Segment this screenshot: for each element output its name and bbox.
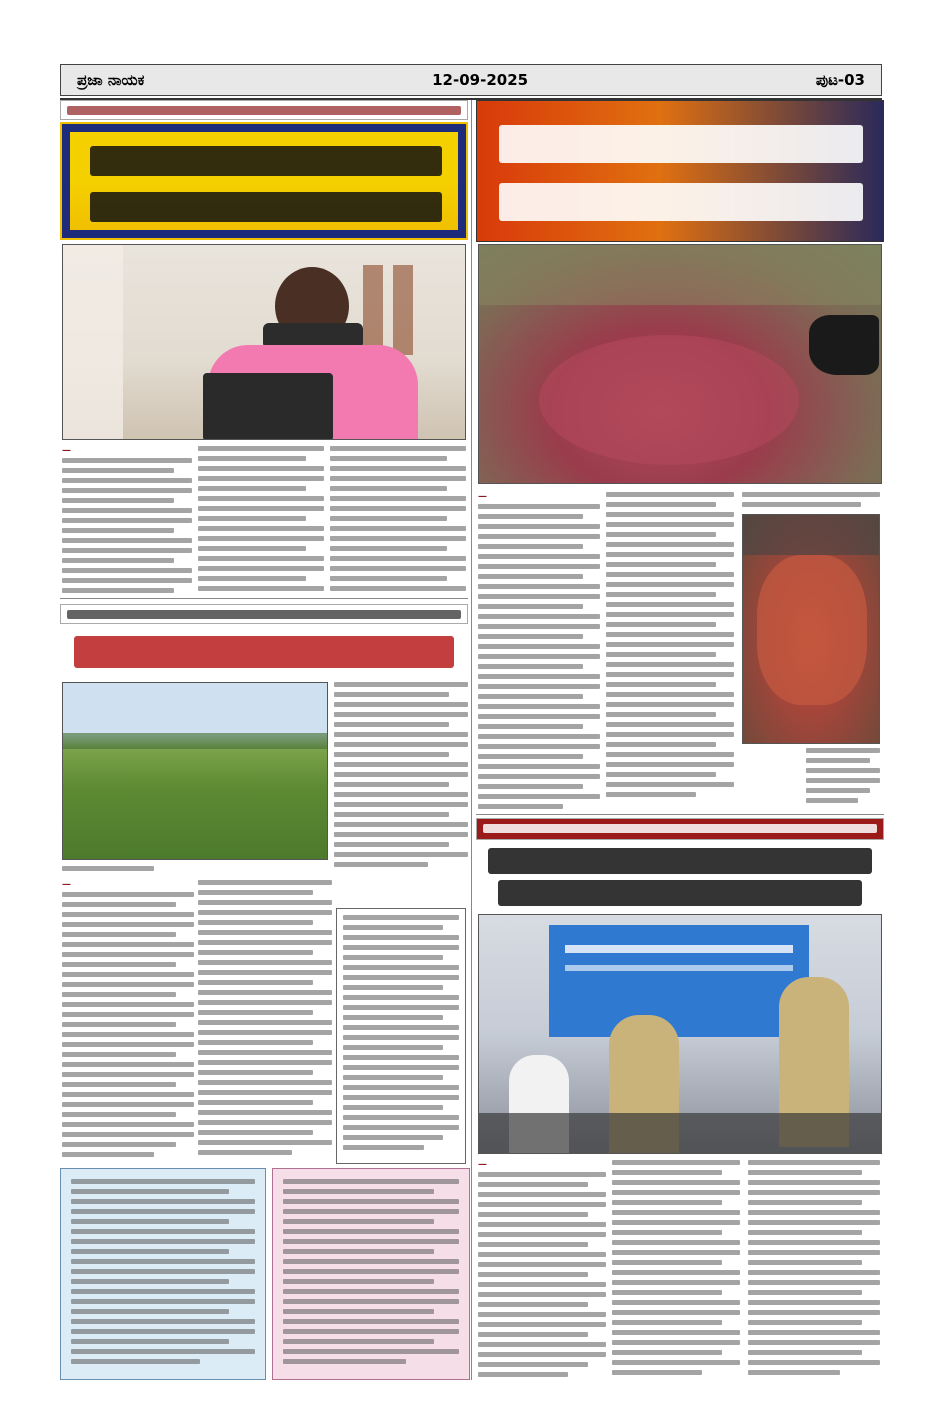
center-divider [471, 100, 472, 1380]
story3-kicker [60, 604, 468, 624]
story1-col-1 [62, 446, 192, 594]
story4-photo [478, 914, 882, 1154]
page-number: ಪುಟ-03 [815, 71, 865, 89]
story4-col-1 [478, 1160, 606, 1378]
story2-col-3-top [742, 492, 880, 512]
story4-kicker [476, 818, 884, 840]
story3-headline [60, 628, 468, 676]
right-section-divider [476, 814, 884, 815]
story1-byline: — [62, 446, 71, 456]
story1-photo [62, 244, 466, 440]
story2-byline: — [478, 492, 487, 502]
story1-headline-banner [60, 122, 468, 240]
story2-headline-banner [476, 100, 884, 242]
bottom-box-2 [272, 1168, 470, 1380]
story4-headline [476, 846, 884, 910]
issue-date: 12-09-2025 [432, 71, 529, 89]
story2-col-1 [478, 492, 600, 812]
story2-inset-photo [742, 514, 880, 744]
story3-col-1 [62, 880, 194, 1166]
story3-photo-credit [62, 866, 194, 878]
story2-col-2 [606, 492, 734, 812]
story4-byline: — [478, 1160, 487, 1170]
paper-name: ಪ್ರಜಾ ನಾಯಕ [77, 71, 145, 89]
story3-photo [62, 682, 328, 860]
story1-kicker [60, 100, 468, 120]
masthead [60, 64, 882, 96]
left-section-divider [60, 598, 468, 599]
story3-col-2 [198, 880, 332, 1166]
story4-col-3 [748, 1160, 880, 1378]
story4-col-2 [612, 1160, 740, 1378]
story3-byline: — [62, 880, 71, 890]
story1-col-3 [330, 446, 466, 594]
story3-col-right-top [334, 682, 468, 872]
story2-col-3-bottom [806, 748, 880, 812]
story1-col-2 [198, 446, 324, 594]
bottom-box-1 [60, 1168, 266, 1380]
story3-boxed-quote [336, 908, 466, 1164]
story2-photo [478, 244, 882, 484]
